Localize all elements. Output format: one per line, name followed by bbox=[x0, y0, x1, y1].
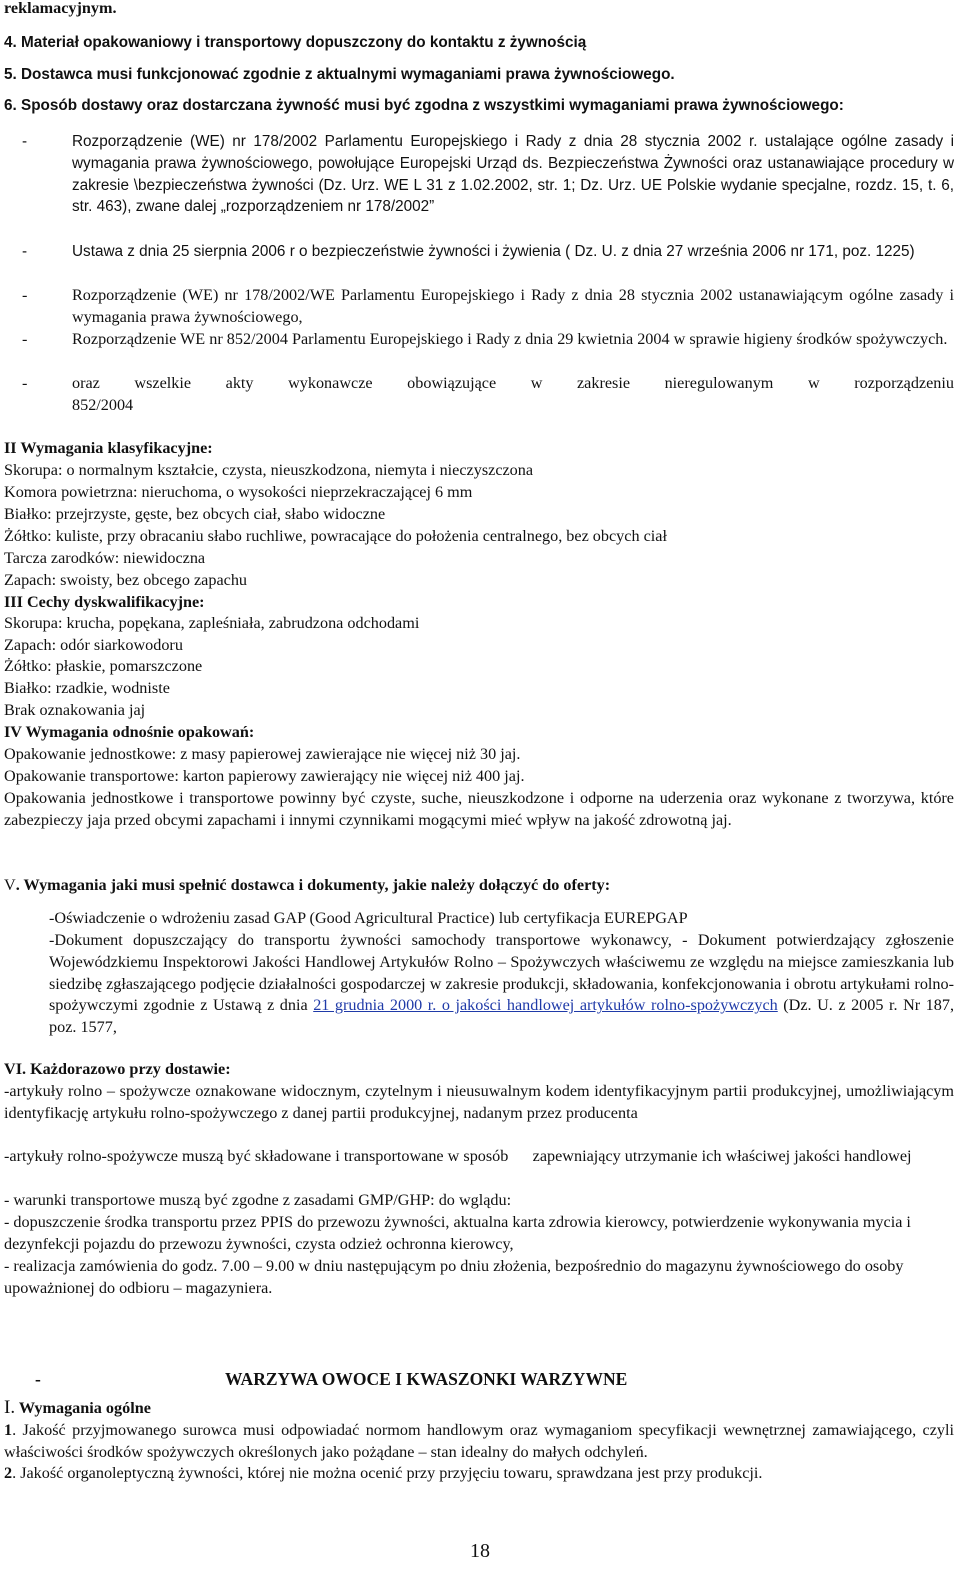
reg-item-5 bbox=[22, 373, 954, 417]
sec2-line-3: Białko: przejrzyste, gęste, bez obcych ciał, słabo widoczne bbox=[4, 505, 386, 523]
sec2-line-6: Zapach: swoisty, bez obcego zapachu bbox=[4, 571, 248, 589]
veg-item-1 bbox=[4, 1420, 954, 1464]
section-5-heading: . Wymagania jaki musi spełnić dostawca i dokumenty, jakie należy dołączyć do oferty: bbox=[15, 876, 611, 894]
sec6-item-2: -artykuły rolno-spożywcze muszą być składowane i transportowane w sposób zapewniający utrzymanie ich właściwej jakości handlowej bbox=[4, 1147, 912, 1165]
item-5: 5. Dostawca musi funkcjonować zgodnie z aktualnymi wymaganiami prawa żywnościowego. bbox=[4, 66, 675, 83]
veg-item-2 bbox=[4, 1463, 954, 1485]
sec4-line-2: Opakowanie transportowe: karton papierowy zawierający nie więcej niż 400 jaj. bbox=[4, 767, 525, 785]
veg-item-2-num: 2 bbox=[4, 1464, 13, 1482]
line-reklamacyjnym: reklamacyjnym. bbox=[4, 0, 117, 17]
sec6-item-5: - realizacja zamówienia do godz. 7.00 – 9.00 w dniu następującym po dniu złożenia, bezpośrednio do magazynu żywnościowego do osoby upoważnionej do odbioru – magazyniera. bbox=[4, 1257, 904, 1297]
list-dash: - bbox=[22, 286, 28, 304]
reg-item-2 bbox=[22, 241, 954, 263]
list-dash: - bbox=[22, 330, 28, 348]
section-3-title: III Cechy dyskwalifikacyjne: bbox=[4, 593, 205, 611]
sec2-line-2: Komora powietrzna: nieruchoma, o wysokości nieprzekraczającej 6 mm bbox=[4, 483, 473, 501]
veg-section-heading: Wymagania ogólne bbox=[15, 1399, 151, 1417]
list-dash: - bbox=[22, 133, 28, 150]
section-2-title: II Wymagania klasyfikacyjne: bbox=[4, 439, 213, 457]
sec5-line-1: -Oświadczenie o wdrożeniu zasad GAP (Good Agricultural Practice) lub certyfikacja EUREPGAP bbox=[49, 909, 688, 927]
act-link[interactable]: 21 grudnia 2000 r. o jakości handlowej artykułów rolno-spożywczych bbox=[313, 996, 778, 1015]
sec4-paragraph: Opakowania jednostkowe i transportowe powinny być czyste, suche, nieuszkodzone i odporne na uderzenia oraz wykonane z tworzywa, które zabezpieczy jaja przed obcymi zapachami i innymi czynnikami mogącymi mieć wpływ na jakość zdrowotną jaj. bbox=[4, 789, 954, 829]
reg-item-3 bbox=[22, 285, 954, 329]
sec2-line-1: Skorupa: o normalnym kształcie, czysta, nieuszkodzona, niemyta i nieczyszczona bbox=[4, 461, 534, 479]
list-dash: - bbox=[22, 243, 28, 260]
sec5-text-a: -Dokument dopuszczający do transportu żywności samochody transportowe wykonawcy, - Dokument potwierdzający zgłoszenie Wojewódzkiemu Inspektorowi Jakości Handlowej Artykułów Rolno – Spożywczych właściwemu ze względu na miejsce zamieszkania lub siedzibę zgłaszającego podjęcie działalności gospodarczej w zakresie produkcji, składowania, konfekcjonowania i obrotu artykułami rolno-spożywczymi zgodnie z Ustawą z dnia bbox=[49, 931, 954, 1015]
sec6-item-1: -artykuły rolno – spożywcze oznakowane widocznym, czytelnym i nieusuwalnym kodem identyfikacyjnym partii produkcyjnej, umożliwiającym identyfikację artykułu rolno-spożywczego z danej partii produkcyjnej, nadanym przez producenta bbox=[4, 1082, 954, 1122]
sec6-item-4: - dopuszczenie środka transportu przez PPIS do przewozu żywności, aktualna karta zdrowia kierowcy, potwierdzenie wykonywania mycia i dezynfekcji pojazdu do przewozu żywności, czysta odzież ochronna kierowcy, bbox=[4, 1213, 911, 1253]
veg-item-2-text: . Jakość organoleptyczną żywności, której nie można ocenić przy przyjęciu towaru, sprawdzana jest przy produkcji. bbox=[12, 1464, 763, 1482]
item-6: 6. Sposób dostawy oraz dostarczana żywność musi być zgodna z wszystkimi wymaganiami prawa żywnościowego: bbox=[4, 97, 844, 114]
sec3-line-3: Żółtko: płaskie, pomarszczone bbox=[4, 657, 203, 675]
reg-text: Ustawa z dnia 25 sierpnia 2006 r o bezpieczeństwie żywności i żywienia ( Dz. U. z dnia 27 września 2006 nr 171, poz. 1225) bbox=[72, 243, 915, 260]
reg-item-1 bbox=[22, 131, 954, 218]
section-6-title: VI. Każdorazowo przy dostawie: bbox=[4, 1060, 231, 1078]
veg-dash: - bbox=[35, 1369, 41, 1389]
veg-item-1-text: . Jakość przyjmowanego surowca musi odpowiadać normom handlowym oraz wymaganiom specyfikacji wewnętrznej zamawiającego, czyli właściwości środków spożywczych określonych jako pożądane – stan idealny do małych odchyleń. bbox=[4, 1421, 954, 1461]
page-number: 18 bbox=[470, 1540, 490, 1562]
section-5-title bbox=[4, 875, 954, 897]
item-4: 4. Materiał opakowaniowy i transportowy dopuszczony do kontaktu z żywnością bbox=[4, 34, 587, 51]
sec3-line-2: Zapach: odór siarkowodoru bbox=[4, 636, 183, 654]
reg-text: Rozporządzenie WE nr 852/2004 Parlamentu Europejskiego i Rady z dnia 29 kwietnia 2004 w sprawie higieny środków spożywczych. bbox=[72, 330, 948, 348]
reg-item-4 bbox=[22, 329, 954, 351]
sec4-line-1: Opakowanie jednostkowe: z masy papierowej zawierające nie więcej niż 30 jaj. bbox=[4, 745, 521, 763]
veg-item-1-num: 1 bbox=[4, 1421, 13, 1439]
section-4-title: IV Wymagania odnośnie opakowań: bbox=[4, 723, 255, 741]
sec2-line-4: Żółtko: kuliste, przy obracaniu słabo ruchliwe, powracające do położenia centralnego, bez obcych ciał bbox=[4, 527, 667, 545]
sec3-line-5: Brak oznakowania jaj bbox=[4, 701, 146, 719]
sec3-line-4: Białko: rzadkie, wodniste bbox=[4, 679, 170, 697]
veg-section-title bbox=[4, 1397, 954, 1420]
sec5-text-b: (Dz. U. z 2005 r. Nr 187, poz. 1577, bbox=[49, 996, 954, 1037]
sec5-paragraph bbox=[49, 930, 954, 1039]
section-5-prefix: V bbox=[4, 876, 16, 894]
reg-text: Rozporządzenie (WE) nr 178/2002/WE Parlamentu Europejskiego i Rady z dnia 28 stycznia 2002 ustanawiającym ogólne zasady i wymagania prawa żywnościowego, bbox=[72, 286, 954, 326]
list-dash: - bbox=[22, 374, 28, 392]
veg-heading: WARZYWA OWOCE I KWASZONKI WARZYWNE bbox=[225, 1369, 628, 1389]
sec6-item-3: - warunki transportowe muszą być zgodne z zasadami GMP/GHP: do wglądu: bbox=[4, 1191, 512, 1209]
reg-text: oraz wszelkie akty wykonawcze obowiązujące w zakresie nieregulowanym w rozporządzeniu 852/2004 bbox=[72, 374, 954, 414]
reg-text: Rozporządzenie (WE) nr 178/2002 Parlamentu Europejskiego i Rady z dnia 28 stycznia 2002 r. ustalające ogólne zasady i wymagania prawa żywnościowego, powołujące Europejski Urząd ds. Bezpieczeństwa Żywności oraz ustanawiające procedury w zakresie \bezpieczeństwa żywności (Dz. Urz. WE L 31 z 1.02.2002, str. 1; Dz. Urz. UE Polskie wydanie specjalne, rozdz. 15, t. 6, str. 463), zwane dalej „rozporządzeniem nr 178/2002” bbox=[72, 133, 954, 216]
sec3-line-1: Skorupa: krucha, popękana, zapleśniała, zabrudzona odchodami bbox=[4, 614, 420, 632]
sec2-line-5: Tarcza zarodków: niewidoczna bbox=[4, 549, 206, 567]
veg-section-num: I. bbox=[4, 1397, 16, 1418]
